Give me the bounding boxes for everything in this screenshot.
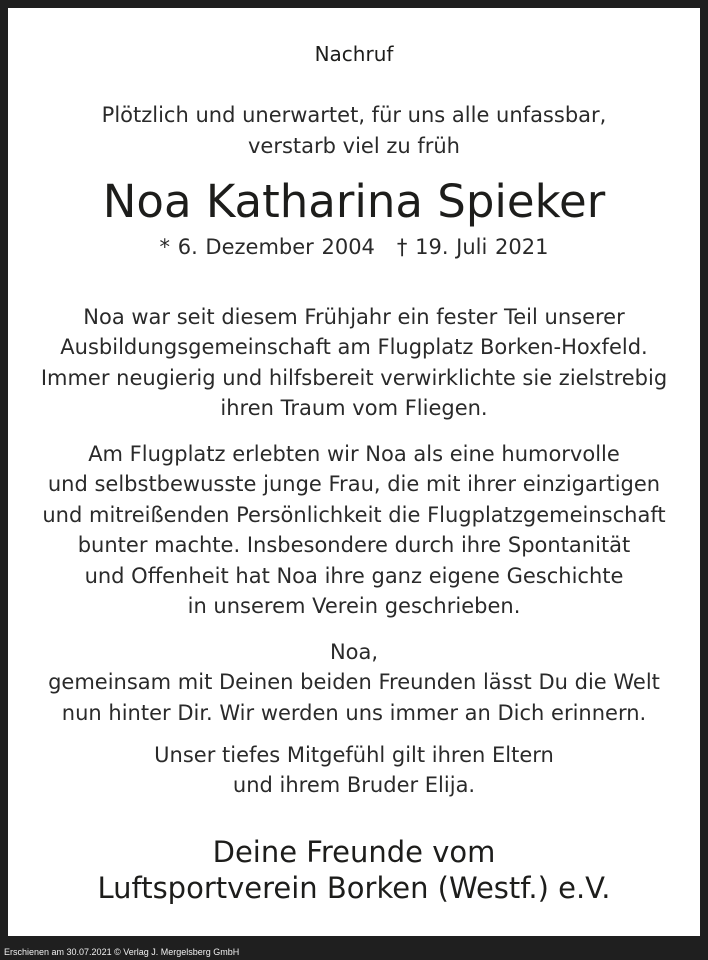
deceased-name: Noa Katharina Spieker — [102, 175, 606, 228]
obituary-notice — [8, 8, 700, 936]
intro-line: verstarb viel zu früh — [247, 134, 460, 158]
life-dates — [8, 233, 700, 261]
intro-line: Plötzlich und unerwartet, für uns alle unfassbar, — [101, 103, 607, 127]
publication-footer: Erschienen am 30.07.2021 © Verlag J. Mergelsberg GmbH — [4, 947, 240, 957]
paragraph-line: und ihrem Bruder Elija. — [232, 773, 476, 798]
paragraph-line: Immer neugierig und hilfsbereit verwirklichte sie zielstrebig — [40, 365, 668, 390]
paragraph-line: Noa war seit diesem Frühjahr ein fester Teil unserer — [83, 305, 625, 329]
paragraph-farewell — [8, 637, 700, 728]
paragraph-membership — [8, 302, 700, 424]
paragraph-line: und selbstbewusste junge Frau, die mit ihrer einzigartigen — [47, 472, 661, 497]
birth-date: * 6. Dezember 2004 — [159, 235, 375, 259]
death-date: † 19. Juli 2021 — [396, 235, 549, 259]
paragraph-line: nun hinter Dir. Wir werden uns immer an Dich erinnern. — [61, 700, 647, 725]
notice-kicker: Nachruf — [314, 42, 394, 66]
paragraph-condolence — [8, 740, 700, 801]
paragraph-line: in unserem Verein geschrieben. — [187, 594, 521, 619]
signature — [8, 834, 700, 906]
paragraph-line: Unser tiefes Mitgefühl gilt ihren Eltern — [154, 743, 554, 767]
paragraph-line: und Offenheit hat Noa ihre ganz eigene Geschichte — [84, 563, 624, 588]
paragraph-personality — [8, 439, 700, 621]
paragraph-line: Noa, — [329, 640, 379, 664]
paragraph-line: bunter machte. Insbesondere durch ihre Spontanität — [77, 533, 631, 558]
paragraph-line: gemeinsam mit Deinen beiden Freunden lässt Du die Welt — [48, 670, 660, 695]
paragraph-line: Ausbildungsgemeinschaft am Flugplatz Borken-Hoxfeld. — [60, 335, 648, 360]
signature-line: Deine Freunde vom — [212, 835, 496, 869]
paragraph-line: und mitreißenden Persönlichkeit die Flugplatzgemeinschaft — [42, 502, 666, 527]
signature-line: Luftsportverein Borken (Westf.) e.V. — [97, 871, 611, 905]
intro-text — [8, 100, 700, 162]
paragraph-line: ihren Traum vom Fliegen. — [220, 396, 488, 421]
paragraph-line: Am Flugplatz erlebten wir Noa als eine humorvolle — [88, 442, 620, 466]
